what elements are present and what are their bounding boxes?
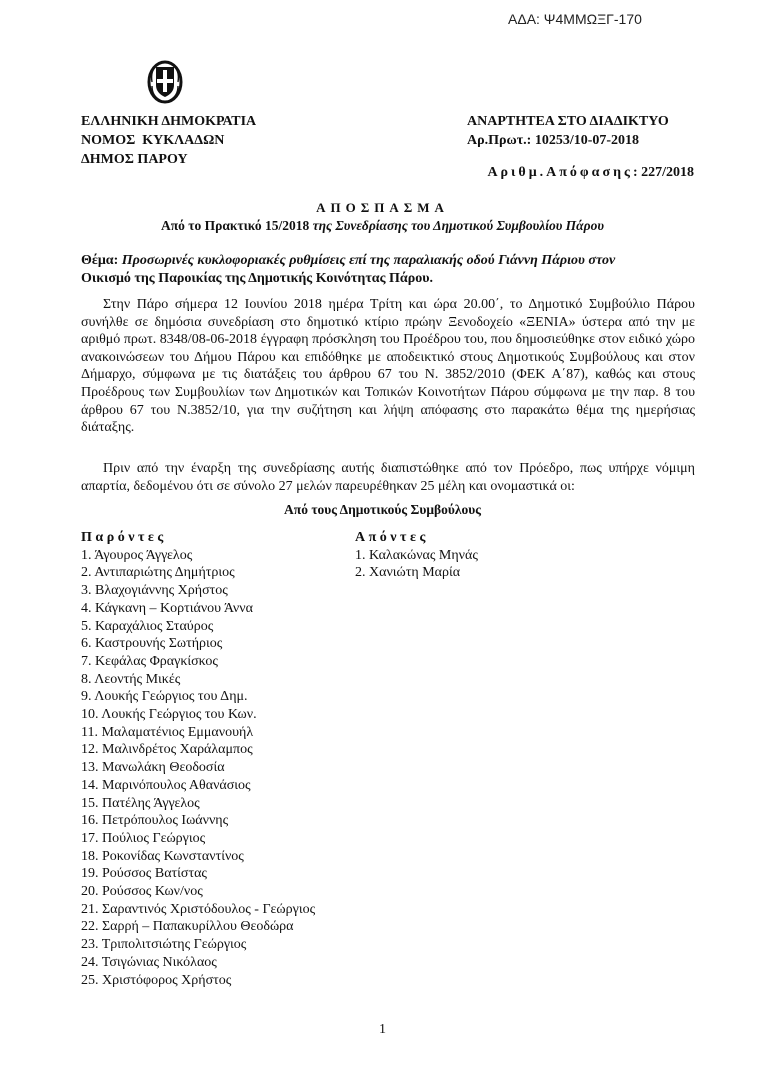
- issuer-municipality: ΔΗΜΟΣ ΠΑΡΟΥ: [81, 152, 188, 167]
- member-item: 16. Πετρόπουλος Ιωάννης: [81, 813, 229, 829]
- page-number: 1: [379, 1022, 386, 1037]
- subtitle-prefix: Από το Πρακτικό 15/2018: [161, 218, 313, 233]
- member-item: 1. Άγουρος Άγγελος: [81, 547, 193, 563]
- member-item: 11. Μαλαματένιος Εμμανουήλ: [81, 724, 254, 740]
- member-item: 4. Κάγκανη – Κορτιάνου Άννα: [81, 600, 253, 616]
- member-item: 15. Πατέλης Άγγελος: [81, 795, 200, 811]
- member-item: 8. Λεοντής Μικές: [81, 671, 181, 687]
- publication-block: [467, 112, 669, 150]
- member-item: 5. Καραχάλιος Σταύρος: [81, 618, 214, 634]
- member-item: 13. Μανωλάκη Θεοδοσία: [81, 760, 225, 776]
- member-item: 2. Αντιπαριώτης Δημήτριος: [81, 565, 235, 581]
- member-item: 24. Τσιγώνιας Νικόλαος: [81, 954, 217, 970]
- intro-paragraph: Στην Πάρο σήμερα 12 Ιουνίου 2018 ημέρα Τρίτη και ώρα 20.00΄, το Δημοτικό Συμβούλιο Πάρου συνήλθε σε δημόσια συνεδρίαση στο δημοτικό κτίριο πρώην Ξενοδοχείο «ΞΕΝΙΑ» ύστερα από την με αριθμό πρωτ. 8348/08-06-2018 έγγραφη πρόσκληση του Προέδρου του, που δημοσιεύθηκε στον ειδικό χώρο ανακοινώσεων του Δήμου Πάρου και επιδόθηκε με αποδεικτικό στους Δημοτικούς Συμβούλους και στον Δήμαρχο, σύμφωνα με τις διατάξεις του άρθρου 67 του Ν. 3852/2010 (ΦΕΚ Α΄87), καθώς και στους Προέδρους των Συμβουλίων των Δημοτικών και Τοπικών Κοινοτήτων Πάρου σύμφωνα με την παρ. 8 του άρθρου 67 του Ν.3852/10, για την συζήτηση και λήψη απόφασης στο παρακάτω θέμα της ημερήσιας διάταξης.: [81, 297, 695, 436]
- issuer-block: [81, 112, 256, 169]
- member-item: 9. Λουκής Γεώργιος του Δημ.: [81, 689, 248, 705]
- member-item: 18. Ροκονίδας Κωνσταντίνος: [81, 848, 244, 864]
- member-item: 17. Πούλιος Γεώργιος: [81, 830, 206, 846]
- member-item: 1. Καλακώνας Μηνάς: [355, 547, 478, 563]
- council-heading: Από τους Δημοτικούς Συμβούλους: [284, 502, 481, 517]
- greek-emblem-icon: [146, 58, 184, 104]
- member-item: 10. Λουκής Γεώργιος του Κων.: [81, 707, 257, 723]
- ada-code: ΑΔΑ: Ψ4ΜΜΩΞΓ-170: [508, 11, 642, 27]
- decision-label: Αριθμ.Απόφασης: [487, 165, 633, 180]
- member-item: 14. Μαρινόπουλος Αθανάσιος: [81, 777, 251, 793]
- member-item: 7. Κεφάλας Φραγκίσκος: [81, 653, 218, 669]
- document-subtitle: [0, 218, 765, 234]
- member-item: 22. Σαρρή – Παπακυρίλλου Θεοδώρα: [81, 919, 294, 935]
- publication-note: ΑΝΑΡΤΗΤΕΑ ΣΤΟ ΔΙΑΔΙΚΤΥΟ: [467, 114, 669, 129]
- issuer-country: ΕΛΛΗΝΙΚΗ ΔΗΜΟΚΡΑΤΙΑ: [81, 114, 257, 129]
- issuer-prefecture: ΝΟΜΟΣ ΚΥΚΛΑΔΩΝ: [81, 133, 225, 148]
- member-item: 2. Χανιώτη Μαρία: [355, 565, 461, 581]
- subject-text-rest: Οικισμό της Παροικίας της Δημοτικής Κοινότητας Πάρου.: [81, 271, 433, 286]
- member-item: 23. Τριπολιτσιώτης Γεώργιος: [81, 937, 247, 953]
- absent-members: [355, 529, 478, 582]
- quorum-paragraph: Πριν από την έναρξη της συνεδρίασης αυτής διαπιστώθηκε από τον Πρόεδρο, πως υπήρχε νόμιμη απαρτία, δεδομένου ότι σε σύνολο 27 μελών παρευρέθηκαν 25 μέλη και ονομαστικά οι:: [81, 461, 695, 494]
- member-item: 6. Καστρουνής Σωτήριος: [81, 636, 223, 652]
- subject-block: [81, 252, 695, 288]
- subject-text: Προσωρινές κυκλοφοριακές ρυθμίσεις επί της παραλιακής οδού Γιάννη Πάριου στον: [118, 253, 616, 268]
- member-item: 3. Βλαχογιάννης Χρήστος: [81, 583, 228, 599]
- member-item: 19. Ρούσσος Βατίστας: [81, 866, 207, 882]
- member-item: 20. Ρούσσος Κων/νος: [81, 884, 203, 900]
- decision-value: : 227/2018: [632, 165, 694, 180]
- protocol-number: Αρ.Πρωτ.: 10253/10-07-2018: [467, 133, 640, 148]
- subject-label: Θέμα:: [81, 253, 119, 268]
- decision-number: [487, 165, 694, 181]
- document-title: ΑΠΟΣΠΑΣΜΑ: [316, 200, 449, 215]
- member-item: 25. Χριστόφορος Χρήστος: [81, 972, 232, 988]
- subtitle-session: της Συνεδρίασης του Δημοτικού Συμβουλίου Πάρου: [312, 218, 604, 233]
- member-item: 12. Μαλινδρέτος Χαράλαμπος: [81, 742, 253, 758]
- present-list: [81, 547, 315, 990]
- absent-heading: Απόντες: [355, 530, 429, 545]
- present-heading: Παρόντες: [81, 530, 167, 545]
- absent-list: [355, 547, 478, 582]
- present-members: [81, 529, 315, 989]
- member-item: 21. Σαραντινός Χριστόδουλος - Γεώργιος: [81, 901, 316, 917]
